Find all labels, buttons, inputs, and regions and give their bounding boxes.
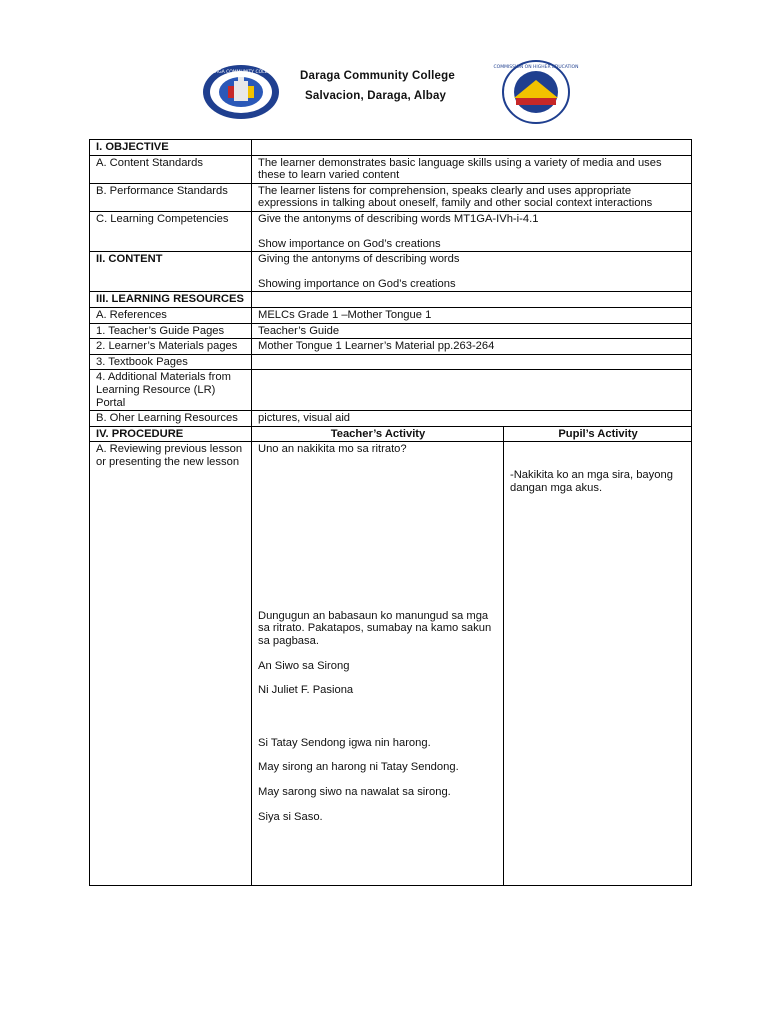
- tg-pages-value: Teacher’s Guide: [252, 323, 692, 339]
- tg-pages-label: 1. Teacher’s Guide Pages: [90, 323, 252, 339]
- teacher-question: Uno an nakikita mo sa ritrato?: [258, 443, 407, 456]
- review-label: A. Reviewing previous lesson or presenting the new lesson: [90, 442, 252, 886]
- additional-materials-label: 4. Additional Materials from Learning Resource (LR) Portal: [90, 370, 252, 411]
- story-title: An Siwo sa Sirong: [258, 659, 350, 672]
- svg-text:DARAGA COMMUNITY COLLEGE: DARAGA COMMUNITY COLLEGE: [205, 70, 277, 75]
- objective-label: I. OBJECTIVE: [90, 140, 252, 156]
- other-resources-label: B. Oher Learning Resources: [90, 411, 252, 427]
- content-standards-value: The learner demonstrates basic language skills using a variety of media and uses these to learn varied content: [252, 155, 692, 183]
- procedure-label: IV. PROCEDURE: [90, 426, 252, 442]
- row-procedure-header: [90, 426, 692, 442]
- content-value: [252, 252, 692, 292]
- lm-pages-label: 2. Learner’s Materials pages: [90, 339, 252, 355]
- story-paragraph-2: May sirong an harong ni Tatay Sendong.: [258, 761, 459, 774]
- document-header: [0, 0, 768, 130]
- performance-standards-label: B. Performance Standards: [90, 183, 252, 211]
- row-competencies: [90, 211, 692, 251]
- story-paragraph-3: May sarong siwo na nawalat sa sirong.: [258, 786, 451, 799]
- row-tg-pages: [90, 323, 692, 339]
- row-performance-standards: [90, 183, 692, 211]
- story-paragraph-1: Si Tatay Sendong igwa nin harong.: [258, 736, 431, 749]
- row-lm-pages: [90, 339, 692, 355]
- row-review: [90, 442, 692, 886]
- competency-line-2: Show importance on God’s creations: [258, 237, 441, 250]
- additional-materials-value: [252, 370, 692, 411]
- textbook-value: [252, 354, 692, 370]
- college-seal-logo: [202, 64, 280, 120]
- row-content: [90, 252, 692, 292]
- ched-seal-logo: [493, 60, 579, 124]
- content-standards-label: A. Content Standards: [90, 155, 252, 183]
- content-line-1: Giving the antonyms of describing words: [258, 253, 460, 266]
- teacher-activity-cell: [252, 442, 504, 886]
- resources-value: [252, 292, 692, 308]
- college-heading: [300, 70, 500, 110]
- references-label: A. References: [90, 307, 252, 323]
- pupil-activity-header: Pupil’s Activity: [504, 426, 692, 442]
- row-other-resources: [90, 411, 692, 427]
- performance-standards-value: The learner listens for comprehension, speaks clearly and uses appropriate expressions in talking about oneself, family and other social context interactions: [252, 183, 692, 211]
- row-objective: [90, 140, 692, 156]
- resources-label: III. LEARNING RESOURCES: [90, 292, 252, 308]
- row-content-standards: [90, 155, 692, 183]
- other-resources-value: pictures, visual aid: [252, 411, 692, 427]
- svg-text:COMMISSION ON HIGHER EDUCATION: COMMISSION ON HIGHER EDUCATION: [493, 65, 579, 70]
- pupil-activity-cell: [504, 442, 692, 886]
- teacher-activity-header: Teacher’s Activity: [252, 426, 504, 442]
- story-author: Ni Juliet F. Pasiona: [258, 684, 354, 697]
- college-name: Daraga Community College: [300, 70, 455, 82]
- teacher-instruction: Dungugun an babasaun ko manungud sa mga sa ritrato. Pakatapos, sumabay na kamo sakun sa pagbasa.: [258, 609, 492, 648]
- row-references: [90, 307, 692, 323]
- content-line-2: Showing importance on God’s creations: [258, 277, 456, 290]
- row-resources: [90, 292, 692, 308]
- textbook-label: 3. Textbook Pages: [90, 354, 252, 370]
- competencies-label: C. Learning Competencies: [90, 211, 252, 251]
- objective-value: [252, 140, 692, 156]
- competencies-value: [252, 211, 692, 251]
- row-textbook: [90, 354, 692, 370]
- row-additional-materials: [90, 370, 692, 411]
- story-paragraph-4: Siya si Saso.: [258, 810, 323, 823]
- competency-line-1: Give the antonyms of describing words MT1GA-IVh-i-4.1: [258, 212, 539, 225]
- content-label: II. CONTENT: [90, 252, 252, 292]
- pupil-answer: -Nakikita ko an mga sira, bayong dangan mga akus.: [510, 469, 673, 494]
- college-location: Salvacion, Daraga, Albay: [305, 90, 447, 102]
- references-value: MELCs Grade 1 –Mother Tongue 1: [252, 307, 692, 323]
- lesson-plan-table: [89, 139, 692, 886]
- lm-pages-value: Mother Tongue 1 Learner’s Material pp.263-264: [252, 339, 692, 355]
